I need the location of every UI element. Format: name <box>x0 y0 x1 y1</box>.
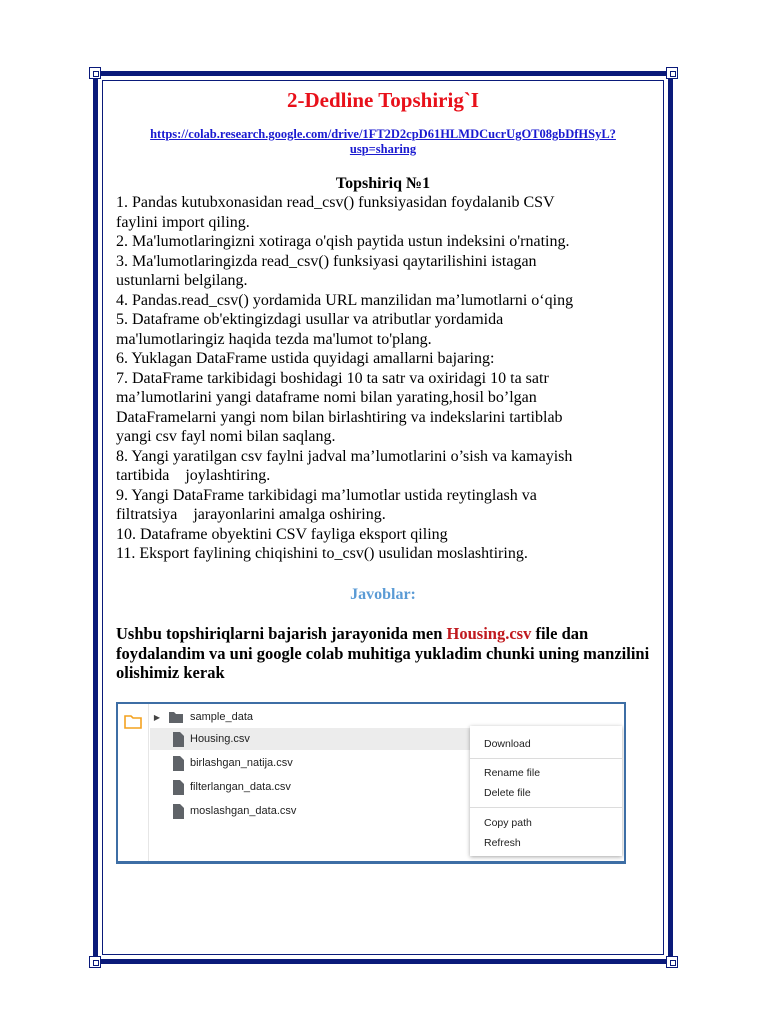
menu-item-download[interactable]: Download <box>484 738 531 750</box>
menu-item-refresh[interactable]: Refresh <box>484 837 521 849</box>
menu-divider <box>470 807 622 808</box>
task-line: yangi csv fayl nomi bilan saqlang. <box>116 428 336 445</box>
file-row-birlashgan[interactable] <box>152 752 293 774</box>
chevron-right-icon[interactable]: ▶ <box>153 712 161 722</box>
task-line: 11. Eksport faylining chiqishini to_csv() usulidan moslashtiring. <box>116 545 528 562</box>
answers-heading: Javoblar: <box>350 586 416 603</box>
file-row-housing[interactable] <box>150 728 470 750</box>
folder-icon <box>168 710 184 724</box>
corner-ornament <box>666 67 678 79</box>
task-line: 10. Dataframe obyektini CSV fayliga eksport qiling <box>116 525 448 543</box>
menu-item-delete[interactable]: Delete file <box>484 787 531 799</box>
menu-item-copy-path[interactable]: Copy path <box>484 817 532 829</box>
task-line: DataFramelarni yangi nom bilan birlashtiring va indekslarini tartiblab <box>116 408 563 426</box>
task-line: faylini import qiling. <box>116 213 250 231</box>
page-title: 2-Dedline Topshirig`I <box>287 88 479 112</box>
folder-icon[interactable] <box>122 710 144 732</box>
file-name: moslashgan_data.csv <box>190 805 297 817</box>
task-line: ma’lumotlarini yangi dataframe nomi bilan yarating,hosil bo’lgan <box>116 389 537 406</box>
file-row-filterlangan[interactable] <box>152 776 291 798</box>
colab-link-line2[interactable]: usp=sharing <box>349 142 417 156</box>
task-line: 5. Dataframe ob'ektingizdagi usullar va atributlar yordamida <box>116 311 504 328</box>
colab-link[interactable] <box>112 127 654 157</box>
menu-divider <box>470 758 622 759</box>
file-icon <box>172 804 184 819</box>
file-icon <box>172 756 184 771</box>
housing-filename: Housing.csv <box>446 624 532 643</box>
answer-paragraph <box>116 624 656 683</box>
task-line: 3. Ma'lumotlaringizda read_csv() funksiyasi qaytarilishini istagan <box>116 252 537 270</box>
file-icon <box>172 780 184 795</box>
task-line: 8. Yangi yaratilgan csv faylni jadval ma’lumotlarini o’sish va kamayish <box>116 447 573 465</box>
task-line: ma'lumotlaringiz haqida tezda ma'lumot to'plang. <box>116 330 432 348</box>
file-name: birlashgan_natija.csv <box>190 757 293 769</box>
corner-ornament <box>89 956 101 968</box>
task-line: 4. Pandas.read_csv() yordamida URL manzilidan ma’lumotlarni o‘qing <box>116 291 574 309</box>
menu-item-rename[interactable]: Rename file <box>484 767 541 779</box>
paragraph-text-end: file dan foydalandim va uni google colab muhitiga yukladim chunki uning manzilini olishimiz kerak <box>116 624 650 682</box>
task-heading: Topshiriq №1 <box>335 175 431 192</box>
corner-ornament <box>89 67 101 79</box>
file-name: Housing.csv <box>190 733 250 745</box>
context-menu <box>470 726 622 856</box>
file-row-moslashgan[interactable] <box>152 800 296 822</box>
corner-ornament <box>666 956 678 968</box>
task-line: ustunlarni belgilang. <box>116 272 248 289</box>
task-list <box>116 193 656 564</box>
sidebar-divider <box>148 704 149 864</box>
paragraph-text-start: Ushbu topshiriqlarni bajarish jarayonida men <box>116 624 447 643</box>
file-name: filterlangan_data.csv <box>190 781 291 793</box>
file-icon <box>172 732 184 747</box>
colab-link-line1[interactable]: https://colab.research.google.com/drive/1FT2D2cpD61HLMDCucrUgOT08gbDfHSyL? <box>150 127 616 141</box>
folder-name: sample_data <box>190 711 253 723</box>
task-line: 7. DataFrame tarkibidagi boshidagi 10 ta satr va oxiridagi 10 ta satr <box>116 369 549 387</box>
folder-row-sample-data[interactable] <box>152 706 253 728</box>
task-line: 2. Ma'lumotlaringizni xotiraga o'qish paytida ustun indeksini o'rnating. <box>116 233 570 250</box>
task-line: 9. Yangi DataFrame tarkibidagi ma’lumotlar ustida reytinglash va <box>116 486 537 504</box>
task-line: 6. Yuklagan DataFrame ustida quyidagi amallarni bajaring: <box>116 350 495 367</box>
task-line: 1. Pandas kutubxonasidan read_csv() funksiyasidan foydalanib CSV <box>116 194 555 211</box>
task-line: tartibida joylashtiring. <box>116 467 271 484</box>
task-line: filtratsiya jarayonlarini amalga oshiring. <box>116 506 386 523</box>
file-browser-screenshot <box>116 702 626 864</box>
